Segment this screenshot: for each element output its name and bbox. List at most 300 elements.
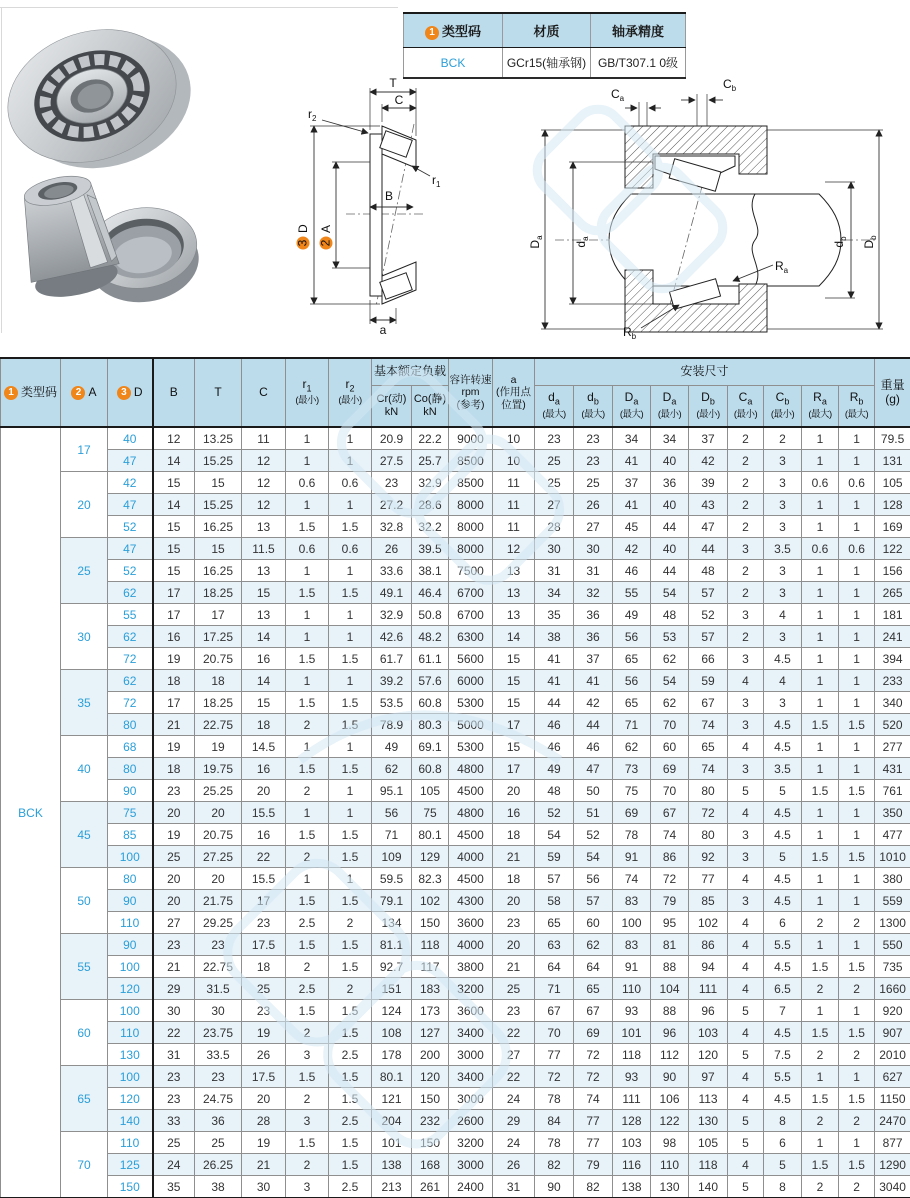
value-cell: 11 <box>493 516 535 538</box>
header-row-1 <box>1 358 910 386</box>
value-cell: 1.5 <box>329 1132 372 1154</box>
value-cell: 80.1 <box>372 1066 412 1088</box>
value-cell: 20 <box>153 868 195 890</box>
value-cell: 4.5 <box>764 824 802 846</box>
value-cell: 17 <box>493 714 535 736</box>
dim-label-T: T <box>389 76 397 90</box>
value-cell: 6000 <box>449 670 493 692</box>
value-cell: 70 <box>651 714 689 736</box>
value-cell: 520 <box>875 714 910 736</box>
value-cell: 6 <box>764 1132 802 1154</box>
value-cell: 37 <box>689 427 728 450</box>
value-cell: 15.25 <box>195 450 242 472</box>
value-cell: 85 <box>689 890 728 912</box>
value-cell: 3400 <box>449 1022 493 1044</box>
value-cell: 17 <box>195 604 242 626</box>
value-cell: 16 <box>153 626 195 648</box>
value-cell: 25 <box>195 1132 242 1154</box>
value-cell: 29 <box>493 1110 535 1132</box>
d-value-cell: 100 <box>108 846 153 868</box>
value-cell: 65 <box>689 736 728 758</box>
value-cell: 74 <box>651 824 689 846</box>
header-mount-d-a: $d_a$ (最大) <box>535 386 574 428</box>
value-cell: 1010 <box>875 846 910 868</box>
value-cell: 56 <box>372 802 412 824</box>
value-cell: 64 <box>574 956 613 978</box>
value-cell: 25 <box>535 450 574 472</box>
value-cell: 15.25 <box>195 494 242 516</box>
svg-text:A: A <box>319 224 333 233</box>
value-cell: 2 <box>839 1176 875 1198</box>
value-cell: 102 <box>689 912 728 934</box>
value-cell: 1 <box>839 582 875 604</box>
value-cell: 32.9 <box>412 472 449 494</box>
value-cell: 23 <box>153 1066 195 1088</box>
d-value-cell: 62 <box>108 582 153 604</box>
d-value-cell: 130 <box>108 1044 153 1066</box>
value-cell: 3000 <box>449 1154 493 1176</box>
table-row <box>1 736 910 758</box>
value-cell: 40 <box>651 538 689 560</box>
value-cell: 1.5 <box>286 934 329 956</box>
value-cell: 0.6 <box>286 538 329 560</box>
value-cell: 1 <box>839 1066 875 1088</box>
value-cell: 13 <box>242 516 286 538</box>
value-cell: 2 <box>286 1088 329 1110</box>
value-cell: 65 <box>613 692 651 714</box>
value-cell: 23 <box>535 427 574 450</box>
value-cell: 1 <box>286 450 329 472</box>
value-cell: 4 <box>728 1088 764 1110</box>
value-cell: 920 <box>875 1000 910 1022</box>
value-cell: 42 <box>613 538 651 560</box>
value-cell: 23 <box>153 934 195 956</box>
d-value-cell: 47 <box>108 450 153 472</box>
value-cell: 1.5 <box>329 956 372 978</box>
value-cell: 24.75 <box>195 1088 242 1110</box>
value-cell: 22.75 <box>195 956 242 978</box>
value-cell: 120 <box>412 1066 449 1088</box>
value-cell: 26.25 <box>195 1154 242 1176</box>
value-cell: 23 <box>574 427 613 450</box>
value-cell: 26 <box>493 1154 535 1176</box>
header-co: Co(静) kN <box>412 386 449 428</box>
table-row <box>1 1044 910 1066</box>
dim-label-Ca: $C_a$ <box>611 87 625 103</box>
value-cell: 22 <box>493 1066 535 1088</box>
value-cell: 20 <box>195 868 242 890</box>
value-cell: 103 <box>613 1132 651 1154</box>
value-cell: 1.5 <box>286 582 329 604</box>
d-value-cell: 100 <box>108 1066 153 1088</box>
value-cell: 3 <box>728 692 764 714</box>
value-cell: 1 <box>802 626 839 648</box>
value-cell: 20 <box>242 780 286 802</box>
value-cell: 2 <box>764 427 802 450</box>
value-cell: 33 <box>153 1110 195 1132</box>
value-cell: 31 <box>535 560 574 582</box>
value-cell: 3 <box>764 472 802 494</box>
circled-3-badge: 3 <box>117 386 131 400</box>
value-cell: 4500 <box>449 824 493 846</box>
value-cell: 90 <box>535 1176 574 1198</box>
value-cell: 59 <box>535 846 574 868</box>
value-cell: 2 <box>329 978 372 1000</box>
value-cell: 1.5 <box>839 1022 875 1044</box>
value-cell: 213 <box>372 1176 412 1198</box>
value-cell: 97 <box>689 1066 728 1088</box>
value-cell: 32.2 <box>412 516 449 538</box>
value-cell: 4 <box>764 670 802 692</box>
value-cell: 20.75 <box>195 648 242 670</box>
table-header <box>1 358 910 427</box>
value-cell: 173 <box>412 1000 449 1022</box>
d-value-cell: 90 <box>108 780 153 802</box>
d-value-cell: 90 <box>108 934 153 956</box>
value-cell: 98 <box>651 1132 689 1154</box>
value-cell: 2 <box>839 1110 875 1132</box>
value-cell: 86 <box>689 934 728 956</box>
value-cell: 4.5 <box>764 956 802 978</box>
value-cell: 2 <box>286 1022 329 1044</box>
value-cell: 111 <box>613 1088 651 1110</box>
header-c: C <box>242 358 286 427</box>
value-cell: 50.8 <box>412 604 449 626</box>
value-cell: 1.5 <box>839 780 875 802</box>
value-cell: 1 <box>286 670 329 692</box>
value-cell: 124 <box>372 1000 412 1022</box>
value-cell: 129 <box>412 846 449 868</box>
value-cell: 79 <box>574 1154 613 1176</box>
value-cell: 106 <box>651 1088 689 1110</box>
value-cell: 105 <box>412 780 449 802</box>
value-cell: 1 <box>839 516 875 538</box>
value-cell: 477 <box>875 824 910 846</box>
value-cell: 8500 <box>449 472 493 494</box>
value-cell: 168 <box>412 1154 449 1176</box>
value-cell: 15 <box>493 670 535 692</box>
value-cell: 1.5 <box>839 1088 875 1110</box>
value-cell: 1 <box>839 802 875 824</box>
value-cell: 261 <box>412 1176 449 1198</box>
value-cell: 8 <box>764 1176 802 1198</box>
value-cell: 4500 <box>449 868 493 890</box>
value-cell: 80.3 <box>412 714 449 736</box>
value-cell: 15 <box>153 560 195 582</box>
value-cell: 1 <box>802 494 839 516</box>
value-cell: 1.5 <box>286 758 329 780</box>
value-cell: 95 <box>651 912 689 934</box>
value-cell: 241 <box>875 626 910 648</box>
value-cell: 49 <box>535 758 574 780</box>
value-cell: 3 <box>286 1044 329 1066</box>
dim-label-a: a <box>379 323 387 337</box>
spec-header-precision: 轴承精度 <box>591 13 686 48</box>
value-cell: 1.5 <box>839 956 875 978</box>
value-cell: 3 <box>728 758 764 780</box>
bearing-photo-separated <box>11 169 204 309</box>
value-cell: 16.25 <box>195 516 242 538</box>
value-cell: 1150 <box>875 1088 910 1110</box>
value-cell: 30 <box>535 538 574 560</box>
value-cell: 71 <box>372 824 412 846</box>
header-t: T <box>195 358 242 427</box>
value-cell: 54 <box>535 824 574 846</box>
value-cell: 150 <box>412 912 449 934</box>
value-cell: 38.1 <box>412 560 449 582</box>
value-cell: 18.25 <box>195 582 242 604</box>
value-cell: 46 <box>613 560 651 582</box>
value-cell: 2 <box>839 1044 875 1066</box>
value-cell: 22 <box>493 1022 535 1044</box>
table-row <box>1 890 910 912</box>
value-cell: 877 <box>875 1132 910 1154</box>
value-cell: 21 <box>153 714 195 736</box>
value-cell: 1 <box>286 802 329 824</box>
value-cell: 4 <box>728 956 764 978</box>
value-cell: 127 <box>412 1022 449 1044</box>
value-cell: 54 <box>651 582 689 604</box>
value-cell: 66 <box>689 648 728 670</box>
header-d: 3 D <box>108 358 153 427</box>
header-mount-d-b: $d_b$ (最大) <box>574 386 613 428</box>
value-cell: 1.5 <box>839 714 875 736</box>
table-row <box>1 714 910 736</box>
value-cell: 1 <box>329 868 372 890</box>
table-row <box>1 560 910 582</box>
value-cell: 5 <box>728 1110 764 1132</box>
value-cell: 39.5 <box>412 538 449 560</box>
value-cell: 60 <box>574 912 613 934</box>
value-cell: 104 <box>651 978 689 1000</box>
value-cell: 4 <box>728 670 764 692</box>
value-cell: 83 <box>613 934 651 956</box>
header-mount-d-b: $D_b$ (最小) <box>689 386 728 428</box>
a-value-cell: 30 <box>61 604 108 670</box>
value-cell: 907 <box>875 1022 910 1044</box>
value-cell: 0.6 <box>839 472 875 494</box>
value-cell: 25 <box>153 1132 195 1154</box>
value-cell: 1 <box>329 427 372 450</box>
value-cell: 79.5 <box>875 427 910 450</box>
value-cell: 24 <box>493 1132 535 1154</box>
value-cell: 74 <box>689 758 728 780</box>
value-cell: 102 <box>412 890 449 912</box>
value-cell: 8000 <box>449 516 493 538</box>
value-cell: 39 <box>689 472 728 494</box>
d-value-cell: 85 <box>108 824 153 846</box>
value-cell: 48.2 <box>412 626 449 648</box>
dim-label-Cb: $C_b$ <box>723 77 737 93</box>
value-cell: 2 <box>329 912 372 934</box>
value-cell: 138 <box>613 1176 651 1198</box>
d-value-cell: 80 <box>108 714 153 736</box>
value-cell: 4.5 <box>764 714 802 736</box>
value-cell: 4.5 <box>764 802 802 824</box>
value-cell: 23 <box>153 780 195 802</box>
d-value-cell: 52 <box>108 560 153 582</box>
value-cell: 36 <box>651 472 689 494</box>
value-cell: 1660 <box>875 978 910 1000</box>
value-cell: 15 <box>195 472 242 494</box>
value-cell: 23.75 <box>195 1022 242 1044</box>
value-cell: 130 <box>651 1176 689 1198</box>
value-cell: 5.5 <box>764 934 802 956</box>
value-cell: 16 <box>242 648 286 670</box>
value-cell: 15 <box>493 648 535 670</box>
value-cell: 3200 <box>449 1132 493 1154</box>
value-cell: 41 <box>574 670 613 692</box>
value-cell: 18 <box>153 670 195 692</box>
value-cell: 15 <box>153 472 195 494</box>
value-cell: 1 <box>839 934 875 956</box>
value-cell: 1.5 <box>802 956 839 978</box>
value-cell: 2 <box>802 912 839 934</box>
value-cell: 101 <box>372 1132 412 1154</box>
value-cell: 3040 <box>875 1176 910 1198</box>
value-cell: 2 <box>728 516 764 538</box>
value-cell: 5 <box>728 1000 764 1022</box>
value-cell: 15 <box>195 538 242 560</box>
header-cr: Cr(动) kN <box>372 386 412 428</box>
value-cell: 34 <box>535 582 574 604</box>
svg-text:Da: $D_a$ <box>528 235 544 249</box>
value-cell: 1 <box>329 780 372 802</box>
value-cell: 1 <box>329 560 372 582</box>
value-cell: 23 <box>195 934 242 956</box>
value-cell: 15 <box>153 516 195 538</box>
value-cell: 18.25 <box>195 692 242 714</box>
d-value-cell: 72 <box>108 648 153 670</box>
value-cell: 6 <box>764 912 802 934</box>
value-cell: 21 <box>153 956 195 978</box>
value-cell: 4 <box>728 1022 764 1044</box>
value-cell: 130 <box>689 1110 728 1132</box>
value-cell: 17 <box>493 758 535 780</box>
value-cell: 2 <box>286 780 329 802</box>
d-value-cell: 75 <box>108 802 153 824</box>
value-cell: 1 <box>839 648 875 670</box>
value-cell: 5 <box>728 780 764 802</box>
value-cell: 151 <box>372 978 412 1000</box>
value-cell: 49 <box>613 604 651 626</box>
value-cell: 28 <box>242 1110 286 1132</box>
value-cell: 95.1 <box>372 780 412 802</box>
value-cell: 2 <box>728 472 764 494</box>
value-cell: 1 <box>802 1132 839 1154</box>
value-cell: 17.25 <box>195 626 242 648</box>
value-cell: 1.5 <box>329 582 372 604</box>
value-cell: 394 <box>875 648 910 670</box>
value-cell: 0.6 <box>329 472 372 494</box>
bearing-photo-assembled <box>2 8 208 193</box>
value-cell: 41 <box>535 670 574 692</box>
value-cell: 2 <box>728 450 764 472</box>
value-cell: 37 <box>613 472 651 494</box>
value-cell: 51 <box>574 802 613 824</box>
value-cell: 13 <box>242 560 286 582</box>
value-cell: 1.5 <box>329 1066 372 1088</box>
type-code-cell: BCK <box>1 427 61 1198</box>
dim-label-C: C <box>394 93 404 107</box>
value-cell: 627 <box>875 1066 910 1088</box>
value-cell: 559 <box>875 890 910 912</box>
value-cell: 96 <box>689 1000 728 1022</box>
value-cell: 105 <box>689 1132 728 1154</box>
value-cell: 156 <box>875 560 910 582</box>
value-cell: 64 <box>535 956 574 978</box>
value-cell: 1 <box>802 560 839 582</box>
value-cell: 92.7 <box>372 956 412 978</box>
value-cell: 79 <box>651 890 689 912</box>
value-cell: 37 <box>574 648 613 670</box>
value-cell: 14 <box>493 626 535 648</box>
value-cell: 1 <box>839 824 875 846</box>
value-cell: 15 <box>493 736 535 758</box>
value-cell: 4300 <box>449 890 493 912</box>
value-cell: 46.4 <box>412 582 449 604</box>
value-cell: 47 <box>574 758 613 780</box>
d-value-cell: 47 <box>108 494 153 516</box>
value-cell: 62 <box>651 692 689 714</box>
value-cell: 17 <box>153 582 195 604</box>
value-cell: 2 <box>286 846 329 868</box>
value-cell: 32.8 <box>372 516 412 538</box>
d-value-cell: 42 <box>108 472 153 494</box>
value-cell: 17 <box>242 890 286 912</box>
value-cell: 8000 <box>449 538 493 560</box>
table-row <box>1 758 910 780</box>
value-cell: 13 <box>242 604 286 626</box>
d-value-cell: 72 <box>108 692 153 714</box>
dim-label-r1: $r_1$ <box>432 173 441 189</box>
table-row <box>1 978 910 1000</box>
value-cell: 75 <box>412 802 449 824</box>
table-row <box>1 1176 910 1198</box>
value-cell: 2 <box>286 1154 329 1176</box>
value-cell: 169 <box>875 516 910 538</box>
value-cell: 31 <box>153 1044 195 1066</box>
table-row <box>1 472 910 494</box>
value-cell: 60.8 <box>412 692 449 714</box>
value-cell: 2 <box>728 582 764 604</box>
value-cell: 32 <box>574 582 613 604</box>
value-cell: 1.5 <box>802 714 839 736</box>
value-cell: 80 <box>689 824 728 846</box>
value-cell: 2010 <box>875 1044 910 1066</box>
value-cell: 118 <box>689 1154 728 1176</box>
value-cell: 27.25 <box>195 846 242 868</box>
spec-type-code-value: BCK <box>404 48 503 79</box>
value-cell: 1 <box>286 868 329 890</box>
value-cell: 2 <box>728 427 764 450</box>
spec-table <box>403 12 686 79</box>
value-cell: 11 <box>493 472 535 494</box>
svg-text:da: $d_a$ <box>574 236 590 248</box>
value-cell: 65 <box>574 978 613 1000</box>
value-cell: 34 <box>613 427 651 450</box>
value-cell: 1 <box>329 802 372 824</box>
value-cell: 2 <box>728 626 764 648</box>
value-cell: 1.5 <box>329 1154 372 1176</box>
value-cell: 78 <box>535 1088 574 1110</box>
value-cell: 60.8 <box>412 758 449 780</box>
value-cell: 3800 <box>449 956 493 978</box>
value-cell: 7500 <box>449 560 493 582</box>
value-cell: 8000 <box>449 494 493 516</box>
value-cell: 121 <box>372 1088 412 1110</box>
value-cell: 42 <box>689 450 728 472</box>
